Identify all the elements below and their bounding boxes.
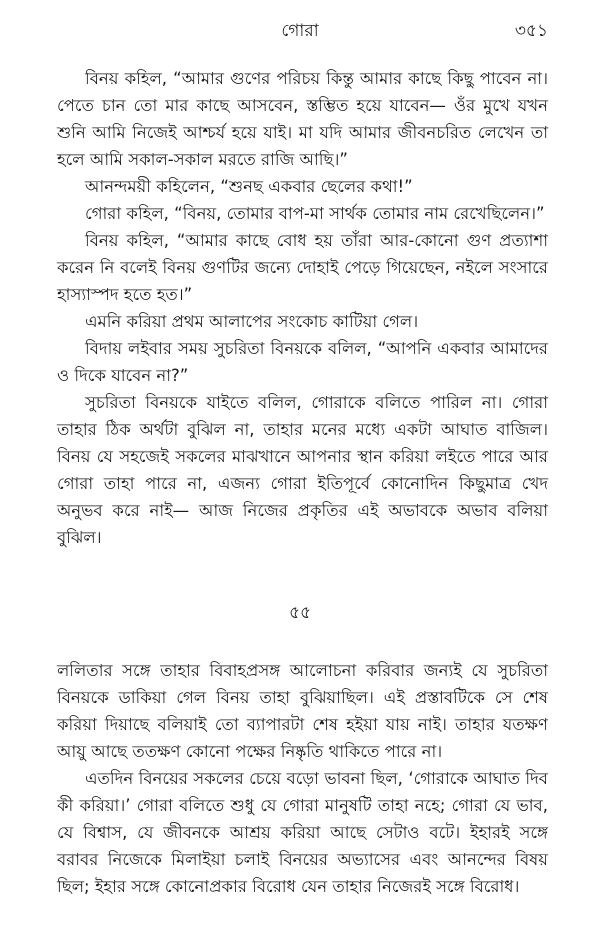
text-line: বিনয় কহিল, “আমার গুণের পরিচয় কিন্তু আমার কাছে কিছু পাবেন না। xyxy=(85,69,548,88)
text-line: সহজেই সকলের মাঝখানে আপনার স্থান করিয়া লইতে পারে আর গোরা তাহা xyxy=(57,447,549,493)
text-line: সুচরিতা বিনয়কে যাইতে বলিল, গোরাকে বলিতে পারিল না। গোরা তাহার xyxy=(57,393,548,439)
text-line: এতদিন বিনয়ের সকলের চেয়ে বড়ো ভাবনা ছিল, ‘গোরাকে আঘাত দিব কী xyxy=(57,769,548,815)
paragraph xyxy=(57,173,548,200)
text-line: গোরা কহিল, “বিনয়, তোমার বাপ-মা সার্থক তোমার নাম রেখেছিলেন।” xyxy=(85,204,545,223)
text-line: বলিয়াই তো ব্যাপারটা শেষ হইয়া যায় নাই। তাহার যতক্ষণ আয়ু আছে ততক্ষণ xyxy=(57,715,548,761)
page-header xyxy=(0,0,600,52)
paragraph xyxy=(57,765,548,900)
text-line: ঠিক অর্থটা বুঝিল না, তাহার মনের মধ্যে একটা আঘাত বাজিল। বিনয় যে xyxy=(57,420,548,466)
text-line: আজ নিজের প্রকৃতির এই অভাবকে অভাব বলিয়া বুঝিল। xyxy=(57,501,549,547)
text-line: আমি নিজেই আশ্চর্য হয়ে যাই। মা যদি আমার জীবনচরিত লেখেন তা হলে xyxy=(57,123,548,169)
text-line: করিয়া।’ গোরা বলিতে শুধু যে গোরা মানুষটি তাহা নহে; গোরা যে ভাব, যে xyxy=(57,796,548,842)
paragraph xyxy=(57,389,548,551)
page-number: ৩৫১ xyxy=(514,21,548,41)
paragraph xyxy=(57,65,548,173)
text-line: এমনি করিয়া প্রথম আলাপের সংকোচ কাটিয়া গেল। xyxy=(85,312,419,331)
text-line: কোনো পক্ষের নিষ্কৃতি থাকিতে পারে না। xyxy=(185,742,443,761)
text-line: হতে হত।” xyxy=(123,285,193,304)
text-line: বিশ্বাস, যে জীবনকে আশ্রয় করিয়া আছে সেটাও বটে। ইহারই সঙ্গে বরাবর xyxy=(57,823,548,869)
section-1-text xyxy=(57,65,548,551)
paragraph xyxy=(57,227,548,308)
text-line: দিকে যাবেন না?” xyxy=(74,366,189,385)
paragraph xyxy=(57,200,548,227)
paragraph xyxy=(57,335,548,389)
paragraph xyxy=(57,308,548,335)
chapter-number: ৫৫ xyxy=(288,603,312,623)
text-line: আমি সকাল-সকাল মরতে রাজি আছি।” xyxy=(89,150,348,169)
text-line: ললিতার সঙ্গে তাহার বিবাহপ্রসঙ্গ আলোচনা করিবার জন্যই যে সুচরিতা বিনয়কে xyxy=(57,661,548,707)
text-line: বিনয় কহিল, “আমার কাছে বোধ হয় তাঁরা আর-কোনো গুণ প্রত্যাশা করেন xyxy=(57,231,548,277)
running-title: গোরা xyxy=(281,21,319,41)
paragraph xyxy=(57,657,548,765)
text-line: বিদায় লইবার সময় সুচরিতা বিনয়কে বলিল, “আপনি একবার আমাদের ও xyxy=(57,339,548,385)
text-line: আনন্দময়ী কহিলেন, “শুনছ একবার ছেলের কথা!” xyxy=(85,177,413,196)
text-line: নি বলেই বিনয় গুণটির জন্যে দোহাই পেড়ে গিয়েছেন, নইলে সংসারে হাস্যাস্পদ xyxy=(57,258,549,304)
section-2-text xyxy=(57,657,548,900)
text-line: নিজেকে মিলাইয়া চলাই বিনয়ের অভ্যাসের এবং আনন্দের বিষয় ছিল; ইহার xyxy=(57,850,548,896)
text-line: পেতে চান তো মার কাছে আসবেন, স্তম্ভিত হয়ে যাবেন— ওঁর মুখে যখন শুনি xyxy=(57,96,548,142)
text-line: সঙ্গে কোনোপ্রকার বিরোধ যেন তাহার নিজেরই সঙ্গে বিরোধ। xyxy=(131,877,520,896)
text-line: পারে না, এজন্য গোরা ইতিপূর্বে কোনোদিন কিছুমাত্র খেদ অনুভব করে নাই— xyxy=(57,474,548,520)
text-line: ডাকিয়া গেল বিনয় তাহা বুঝিয়াছিল। এই প্রস্তাবটিকে সে শেষ করিয়া দিয়াছে xyxy=(57,688,548,734)
